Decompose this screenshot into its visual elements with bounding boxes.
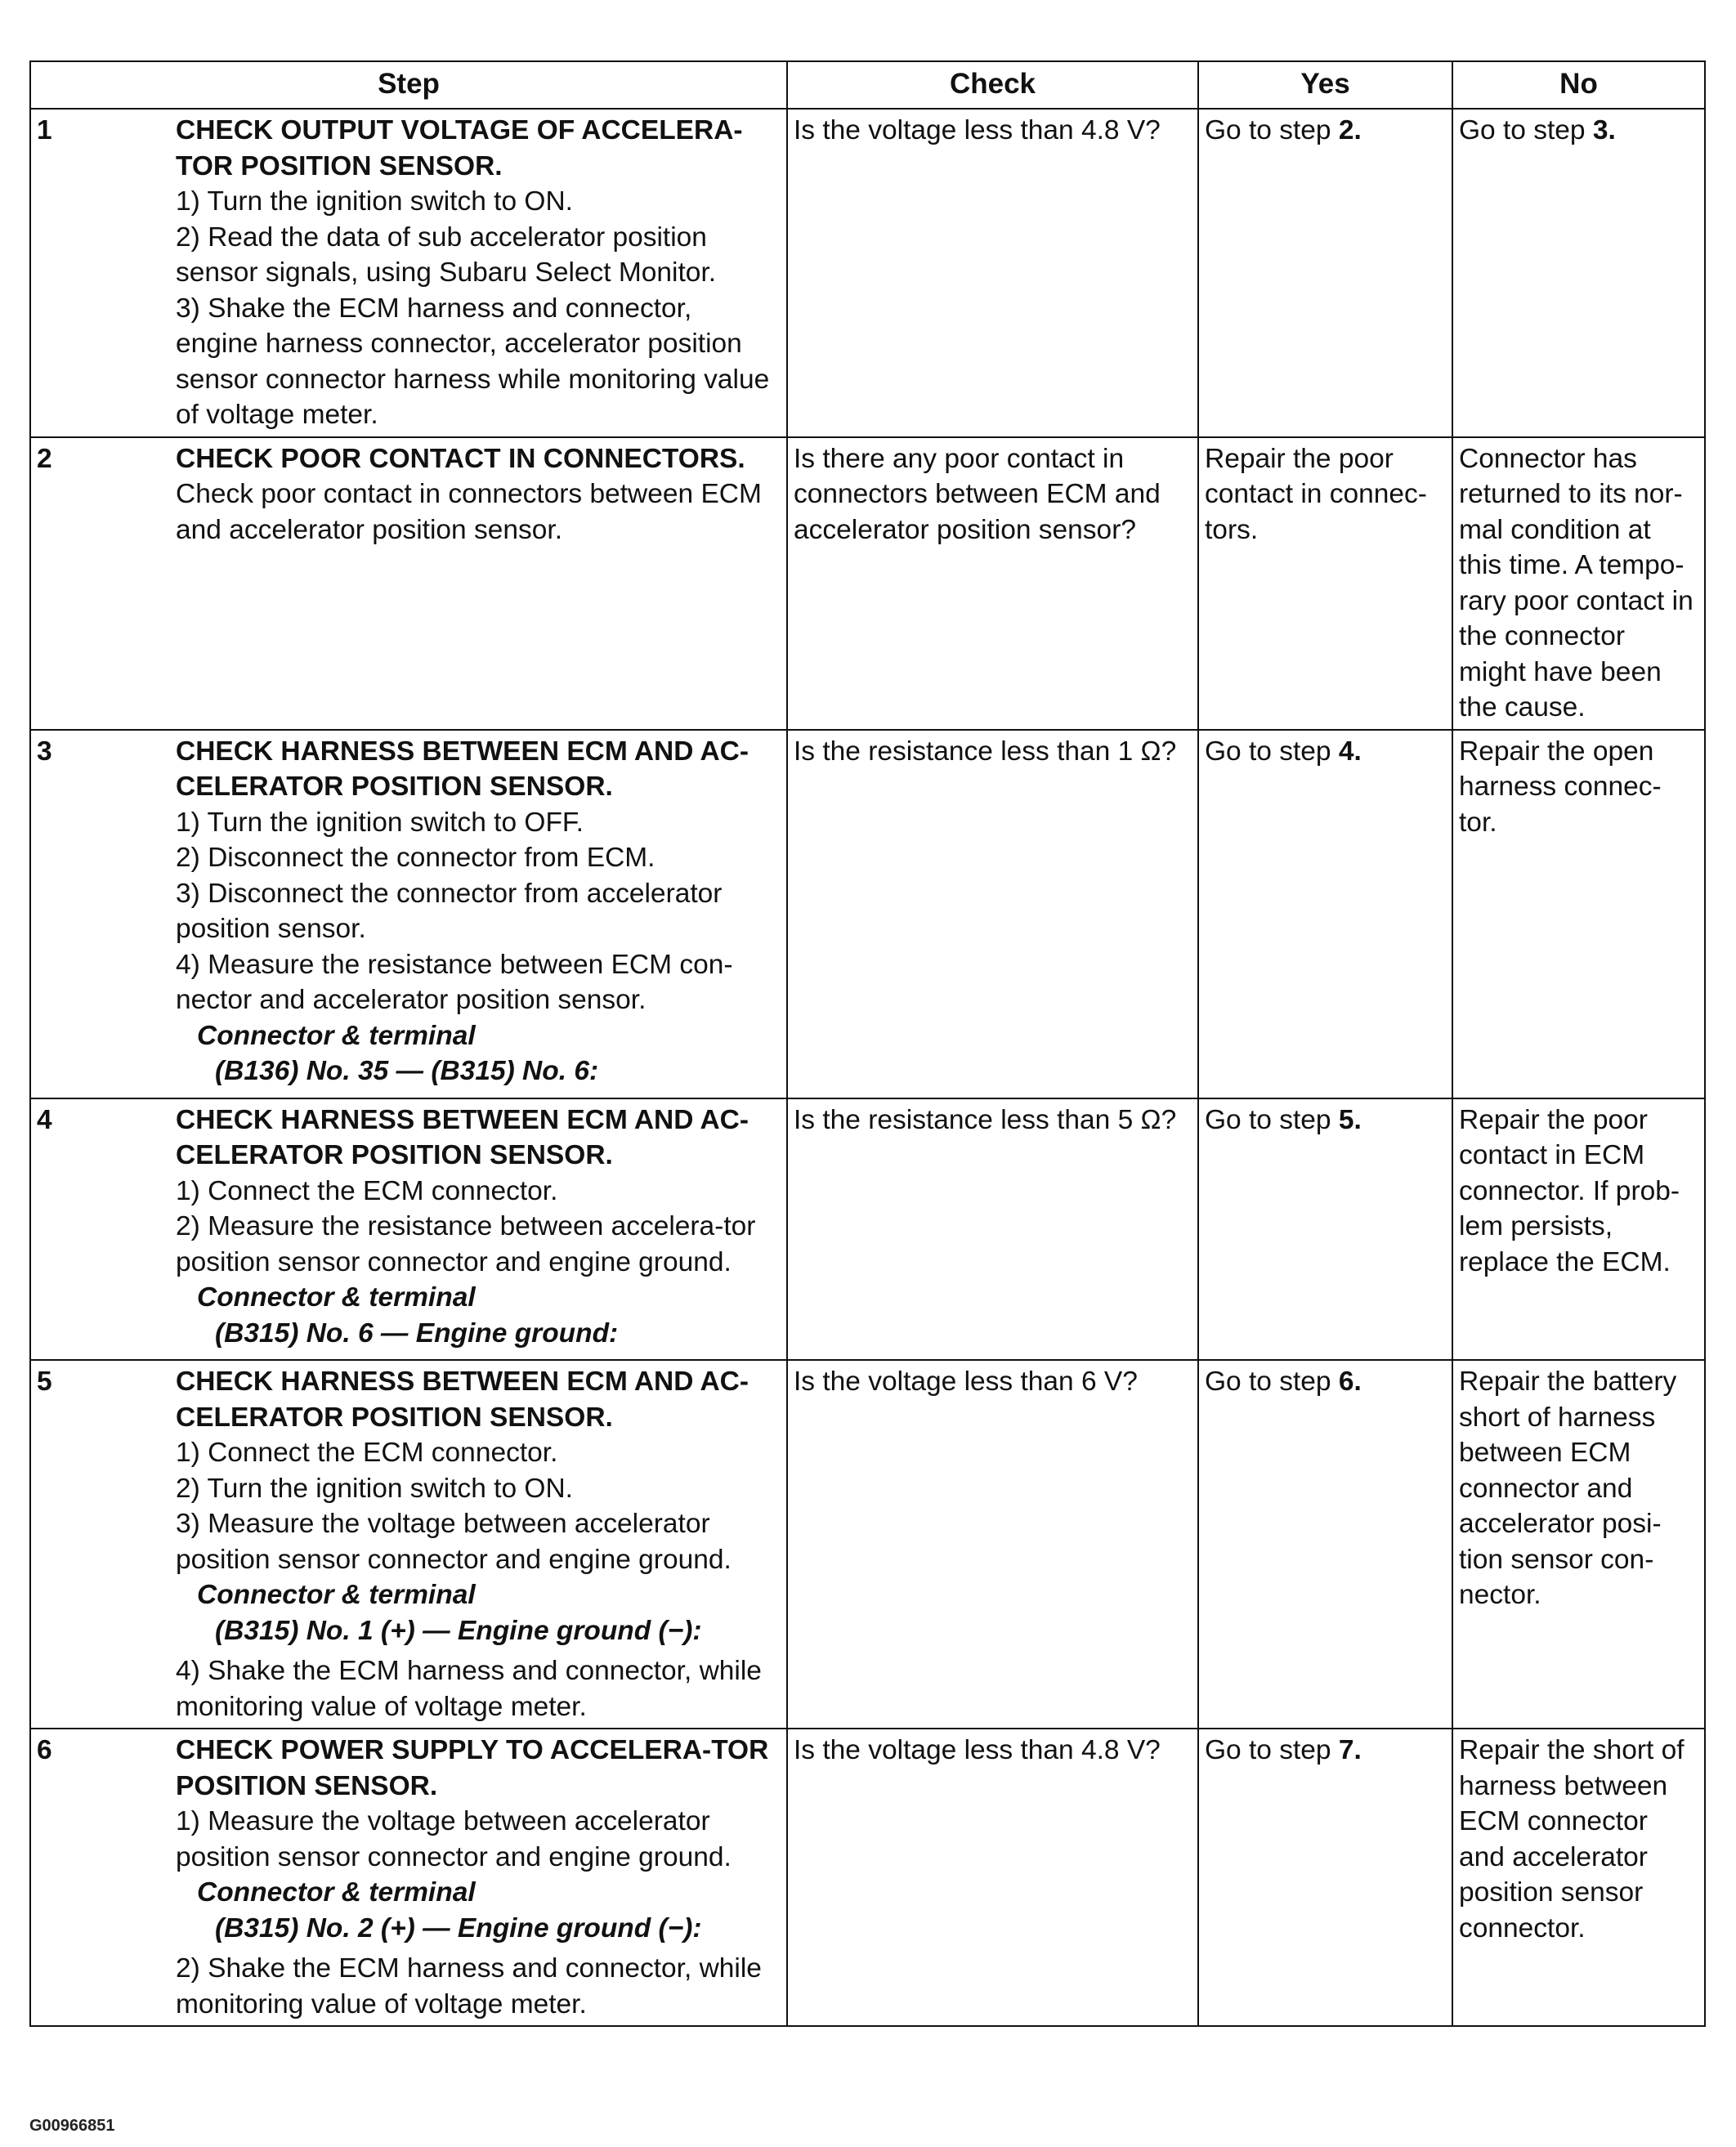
diagnostic-table-container (29, 60, 1704, 2027)
step-cell (30, 109, 787, 437)
step-cell (30, 1729, 787, 2026)
step-title: CHECK HARNESS BETWEEN ECM AND AC-CELERATOR POSITION SENSOR. (176, 736, 749, 802)
figure-id: G00966851 (29, 2117, 115, 2135)
yes-cell (1198, 109, 1452, 437)
connector-terminal-value: (B315) No. 6 — Engine ground: (215, 1317, 619, 1349)
no-goto-step: 3. (1592, 115, 1616, 145)
step-wrap (37, 113, 781, 433)
step-wrap (37, 734, 781, 1094)
check-cell: Is there any poor contact in connectors between ECM and accelerator position sensor? (787, 437, 1198, 730)
table-row (30, 730, 1705, 1098)
step-body (176, 1733, 781, 2022)
yes-cell (1198, 1098, 1452, 1361)
step-instruction: 1) Turn the ignition switch to OFF. (176, 807, 584, 838)
step-number: 5 (37, 1366, 52, 1397)
no-goto-text: Go to step (1459, 115, 1593, 145)
step-title: CHECK OUTPUT VOLTAGE OF ACCELERA-TOR POSITION SENSOR. (176, 115, 743, 181)
no-cell (1452, 1729, 1705, 2026)
no-action: Repair the open harness connec-tor. (1459, 736, 1662, 838)
step-instruction: 1) Connect the ECM connector. (176, 1175, 558, 1206)
yes-goto-step: 5. (1338, 1104, 1362, 1135)
step-instruction: 4) Measure the resistance between ECM con-nector and accelerator position sensor. (176, 949, 733, 1015)
table-body (30, 109, 1705, 2026)
step-body (176, 1364, 781, 1724)
check-cell: Is the voltage less than 4.8 V? (787, 1729, 1198, 2026)
step-instruction: Check poor contact in connectors between ECM and accelerator position sensor. (176, 479, 762, 545)
table-row (30, 437, 1705, 730)
step-instruction: 1) Connect the ECM connector. (176, 1438, 558, 1468)
step-instruction: 2) Measure the resistance between accelera-tor position sensor connector and engine ground. (176, 1211, 756, 1277)
table-row (30, 109, 1705, 437)
step-body (176, 441, 781, 548)
yes-goto-step: 4. (1338, 736, 1362, 767)
check-cell: Is the resistance less than 1 Ω? (787, 730, 1198, 1098)
step-body (176, 113, 781, 433)
step-instruction: 2) Read the data of sub accelerator position sensor signals, using Subaru Select Monitor. (176, 221, 717, 288)
no-cell (1452, 1098, 1705, 1361)
step-instruction: 1) Turn the ignition switch to ON. (176, 186, 573, 217)
connector-terminal-label: Connector & terminal (197, 1282, 476, 1313)
yes-goto-text: Go to step (1205, 1735, 1339, 1765)
step-instruction: 2) Disconnect the connector from ECM. (176, 843, 655, 873)
header-yes: Yes (1198, 61, 1452, 109)
table-row (30, 1098, 1705, 1361)
yes-goto-text: Go to step (1205, 1366, 1339, 1397)
step-cell (30, 437, 787, 730)
step-instruction: 3) Measure the voltage between accelerator position sensor connector and engine ground. (176, 1509, 732, 1575)
header-check: Check (787, 61, 1198, 109)
table-row (30, 1360, 1705, 1729)
check-cell: Is the voltage less than 6 V? (787, 1360, 1198, 1729)
step-instruction: 3) Shake the ECM harness and connector, engine harness connector, accelerator position sensor connector harness while monitoring value of voltage meter. (176, 293, 770, 430)
header-no: No (1452, 61, 1705, 109)
step-wrap (37, 1103, 781, 1357)
table-header (30, 61, 1705, 109)
step-number: 2 (37, 443, 52, 474)
check-cell: Is the voltage less than 4.8 V? (787, 109, 1198, 437)
connector-terminal-label: Connector & terminal (197, 1580, 476, 1610)
table-row (30, 1729, 1705, 2026)
step-number: 1 (37, 115, 52, 145)
yes-action: Repair the poor contact in connec-tors. (1205, 443, 1427, 545)
yes-cell (1198, 1729, 1452, 2026)
yes-goto-text: Go to step (1205, 115, 1339, 145)
connector-terminal-label: Connector & terminal (197, 1020, 476, 1051)
no-action: Repair the battery short of harness between ECM connector and accelerator posi-tion sensor con-nector. (1459, 1366, 1677, 1610)
step-cell (30, 730, 787, 1098)
connector-terminal-label: Connector & terminal (197, 1877, 476, 1908)
step-wrap (37, 1364, 781, 1724)
yes-cell (1198, 1360, 1452, 1729)
step-cell (30, 1098, 787, 1361)
yes-cell (1198, 437, 1452, 730)
connector-terminal-value: (B315) No. 2 (+) — Engine ground (−): (215, 1912, 702, 1943)
step-title: CHECK POOR CONTACT IN CONNECTORS. (176, 443, 745, 474)
step-wrap (37, 1733, 781, 2022)
step-title: CHECK POWER SUPPLY TO ACCELERA-TOR POSITION SENSOR. (176, 1735, 769, 1801)
step-title: CHECK HARNESS BETWEEN ECM AND AC-CELERATOR POSITION SENSOR. (176, 1366, 749, 1433)
no-cell (1452, 109, 1705, 437)
connector-terminal-value: (B136) No. 35 — (B315) No. 6: (215, 1056, 599, 1086)
step-cell (30, 1360, 787, 1729)
step-number: 3 (37, 736, 52, 767)
diagnostic-table (29, 60, 1706, 2027)
step-instruction: 2) Shake the ECM harness and connector, while monitoring value of voltage meter. (176, 1953, 762, 2020)
no-cell (1452, 437, 1705, 730)
yes-goto-text: Go to step (1205, 1104, 1339, 1135)
no-action: Connector has returned to its nor-mal condition at this time. A tempo-rary poor contact in the connector might have been the cause. (1459, 443, 1693, 722)
step-number: 6 (37, 1735, 52, 1765)
header-step: Step (30, 61, 787, 109)
step-instruction: 4) Shake the ECM harness and connector, while monitoring value of voltage meter. (176, 1656, 762, 1722)
no-cell (1452, 1360, 1705, 1729)
step-body (176, 1103, 781, 1357)
step-instruction: 2) Turn the ignition switch to ON. (176, 1473, 573, 1504)
step-instruction: 3) Disconnect the connector from accelerator position sensor. (176, 878, 723, 944)
step-instruction: 1) Measure the voltage between accelerator position sensor connector and engine ground. (176, 1806, 732, 1872)
yes-goto-step: 2. (1338, 115, 1362, 145)
step-title: CHECK HARNESS BETWEEN ECM AND AC-CELERATOR POSITION SENSOR. (176, 1104, 749, 1170)
no-action: Repair the poor contact in ECM connector. If prob-lem persists, replace the ECM. (1459, 1104, 1680, 1277)
no-action: Repair the short of harness between ECM connector and accelerator position sensor connector. (1459, 1735, 1685, 1943)
connector-terminal-value: (B315) No. 1 (+) — Engine ground (−): (215, 1615, 702, 1646)
step-number: 4 (37, 1104, 52, 1135)
step-wrap (37, 441, 781, 548)
header-row (30, 61, 1705, 109)
check-cell: Is the resistance less than 5 Ω? (787, 1098, 1198, 1361)
yes-goto-text: Go to step (1205, 736, 1339, 767)
yes-goto-step: 6. (1338, 1366, 1362, 1397)
yes-goto-step: 7. (1338, 1735, 1362, 1765)
no-cell (1452, 730, 1705, 1098)
yes-cell (1198, 730, 1452, 1098)
step-body (176, 734, 781, 1094)
